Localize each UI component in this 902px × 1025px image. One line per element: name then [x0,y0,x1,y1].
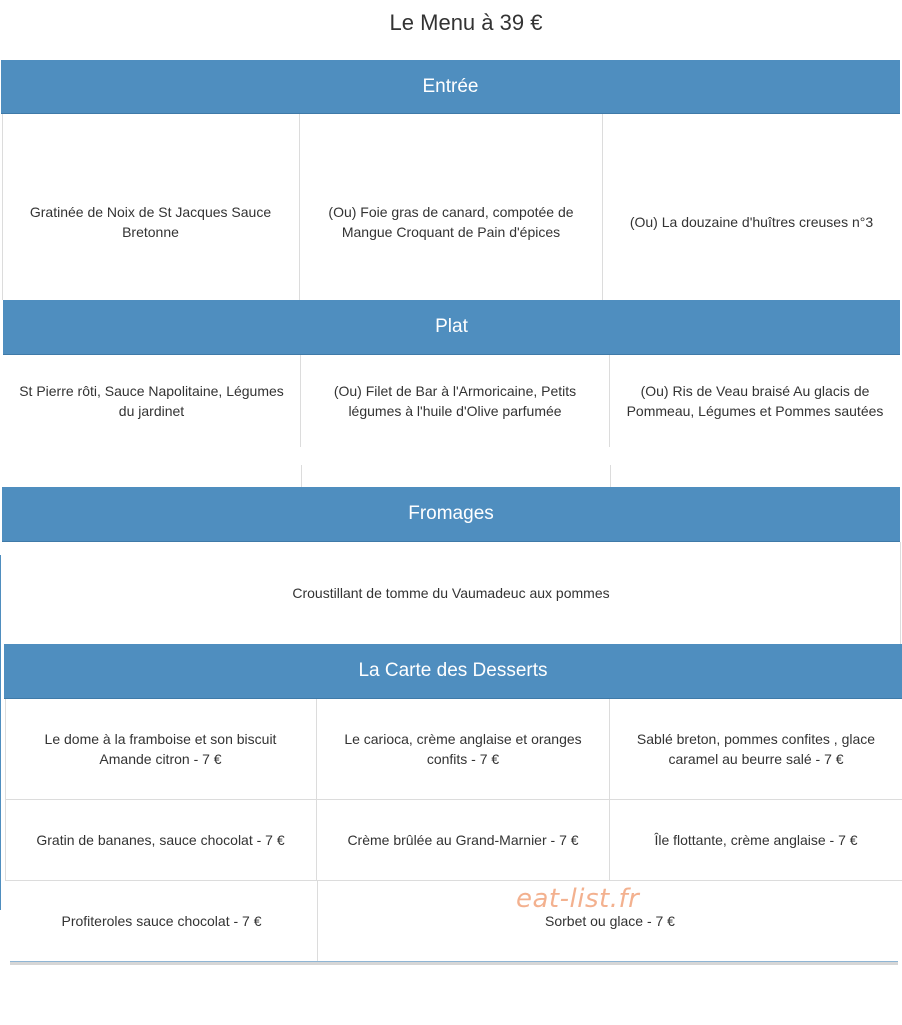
dessert-item-7: Profiteroles sauce chocolat - 7 € [61,913,262,929]
section-header-desserts: La Carte des Desserts [4,644,902,699]
entree-item-1: Gratinée de Noix de St Jacques Sauce Bretonne [29,204,272,240]
plat-item-1: St Pierre rôti, Sauce Napolitaine, Légumes du jardinet [19,383,284,419]
dessert-item-4: Gratin de bananes, sauce chocolat - 7 € [36,832,285,848]
section-header-fromages: Fromages [2,487,900,542]
plat-item-2: (Ou) Filet de Bar à l'Armoricaine, Petits légumes à l'huile d'Olive parfumée [333,383,577,419]
dessert-item-2: Le carioca, crème anglaise et oranges confits - 7 € [344,731,582,767]
entree-item-3: (Ou) La douzaine d'huîtres creuses n°3 [629,214,874,230]
dessert-item-1: Le dome à la framboise et son biscuit Amande citron - 7 € [44,731,277,767]
plat-empty-divider-2 [610,465,611,487]
dessert-item-5: Crème brûlée au Grand-Marnier - 7 € [347,832,579,848]
section-header-plat: Plat [3,300,900,355]
plat-empty-divider-1 [301,465,302,487]
dessert-item-3: Sablé breton, pommes confites , glace caramel au beurre salé - 7 € [636,731,876,767]
entree-divider-2 [602,114,603,300]
fromages-item-1: Croustillant de tomme du Vaumadeuc aux pommes [292,585,610,601]
section-header-entree: Entrée [1,60,900,114]
dessert-item-6: Île flottante, crème anglaise - 7 € [654,832,858,848]
dessert-divider-3 [317,880,318,962]
watermark: eat-list.fr [516,884,640,914]
fromages-right-border [900,542,901,644]
dessert-item-8: Sorbet ou glace - 7 € [545,913,675,929]
plat-item-3: (Ou) Ris de Veau braisé Au glacis de Pommeau, Légumes et Pommes sautées [626,383,884,419]
entree-divider-1 [299,114,300,300]
table-bottom-border [10,962,898,965]
plat-divider-1 [300,355,301,447]
dessert-divider-1 [316,699,317,880]
fromages-left-border [0,555,1,910]
dessert-divider-2 [609,699,610,880]
entree-item-2: (Ou) Foie gras de canard, compotée de Mangue Croquant de Pain d'épices [328,204,574,240]
entree-left-border [2,114,3,300]
menu-title: Le Menu à 39 € [389,10,543,35]
plat-divider-2 [609,355,610,447]
dessert-left-border [5,699,6,880]
